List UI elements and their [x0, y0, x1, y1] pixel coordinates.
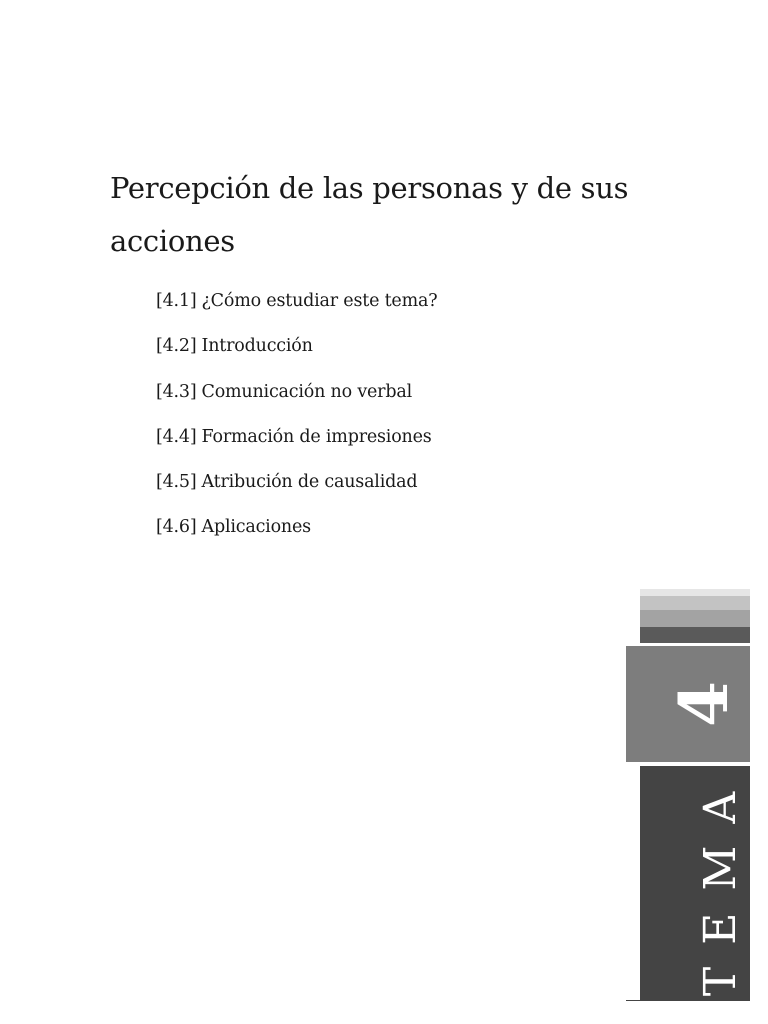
tab-stripe-dark	[640, 627, 750, 643]
page-title: Percepción de las personas y de sus acciones	[110, 171, 629, 258]
toc-item-number: [4.1]	[156, 291, 197, 311]
toc-item-label: Formación de impresiones	[201, 426, 432, 447]
toc-item-label: ¿Cómo estudiar este tema?	[201, 291, 438, 311]
tab-stripe-lightest	[640, 589, 750, 596]
tab-stripe-medium	[640, 610, 750, 627]
toc-item-label: Atribución de causalidad	[201, 472, 418, 493]
toc-item	[156, 331, 437, 376]
toc-item	[156, 512, 437, 557]
toc-item	[156, 286, 437, 331]
chapter-label: TEMA	[695, 769, 746, 997]
tab-bottom-rule	[626, 1000, 750, 1001]
table-of-contents	[156, 286, 437, 558]
toc-item-number: [4.5]	[156, 472, 197, 493]
toc-item-label: Introducción	[201, 336, 313, 357]
toc-item	[156, 467, 437, 512]
toc-item-number: [4.4]	[156, 426, 197, 447]
toc-item-number: [4.2]	[156, 336, 197, 357]
toc-item-label: Comunicación no verbal	[201, 381, 412, 402]
chapter-number: 4	[665, 681, 743, 727]
toc-item-label: Aplicaciones	[201, 517, 311, 538]
tab-stripe-light	[640, 596, 750, 610]
toc-item	[156, 377, 437, 422]
toc-item	[156, 422, 437, 467]
toc-item-number: [4.6]	[156, 517, 197, 538]
toc-item-number: [4.3]	[156, 381, 197, 402]
